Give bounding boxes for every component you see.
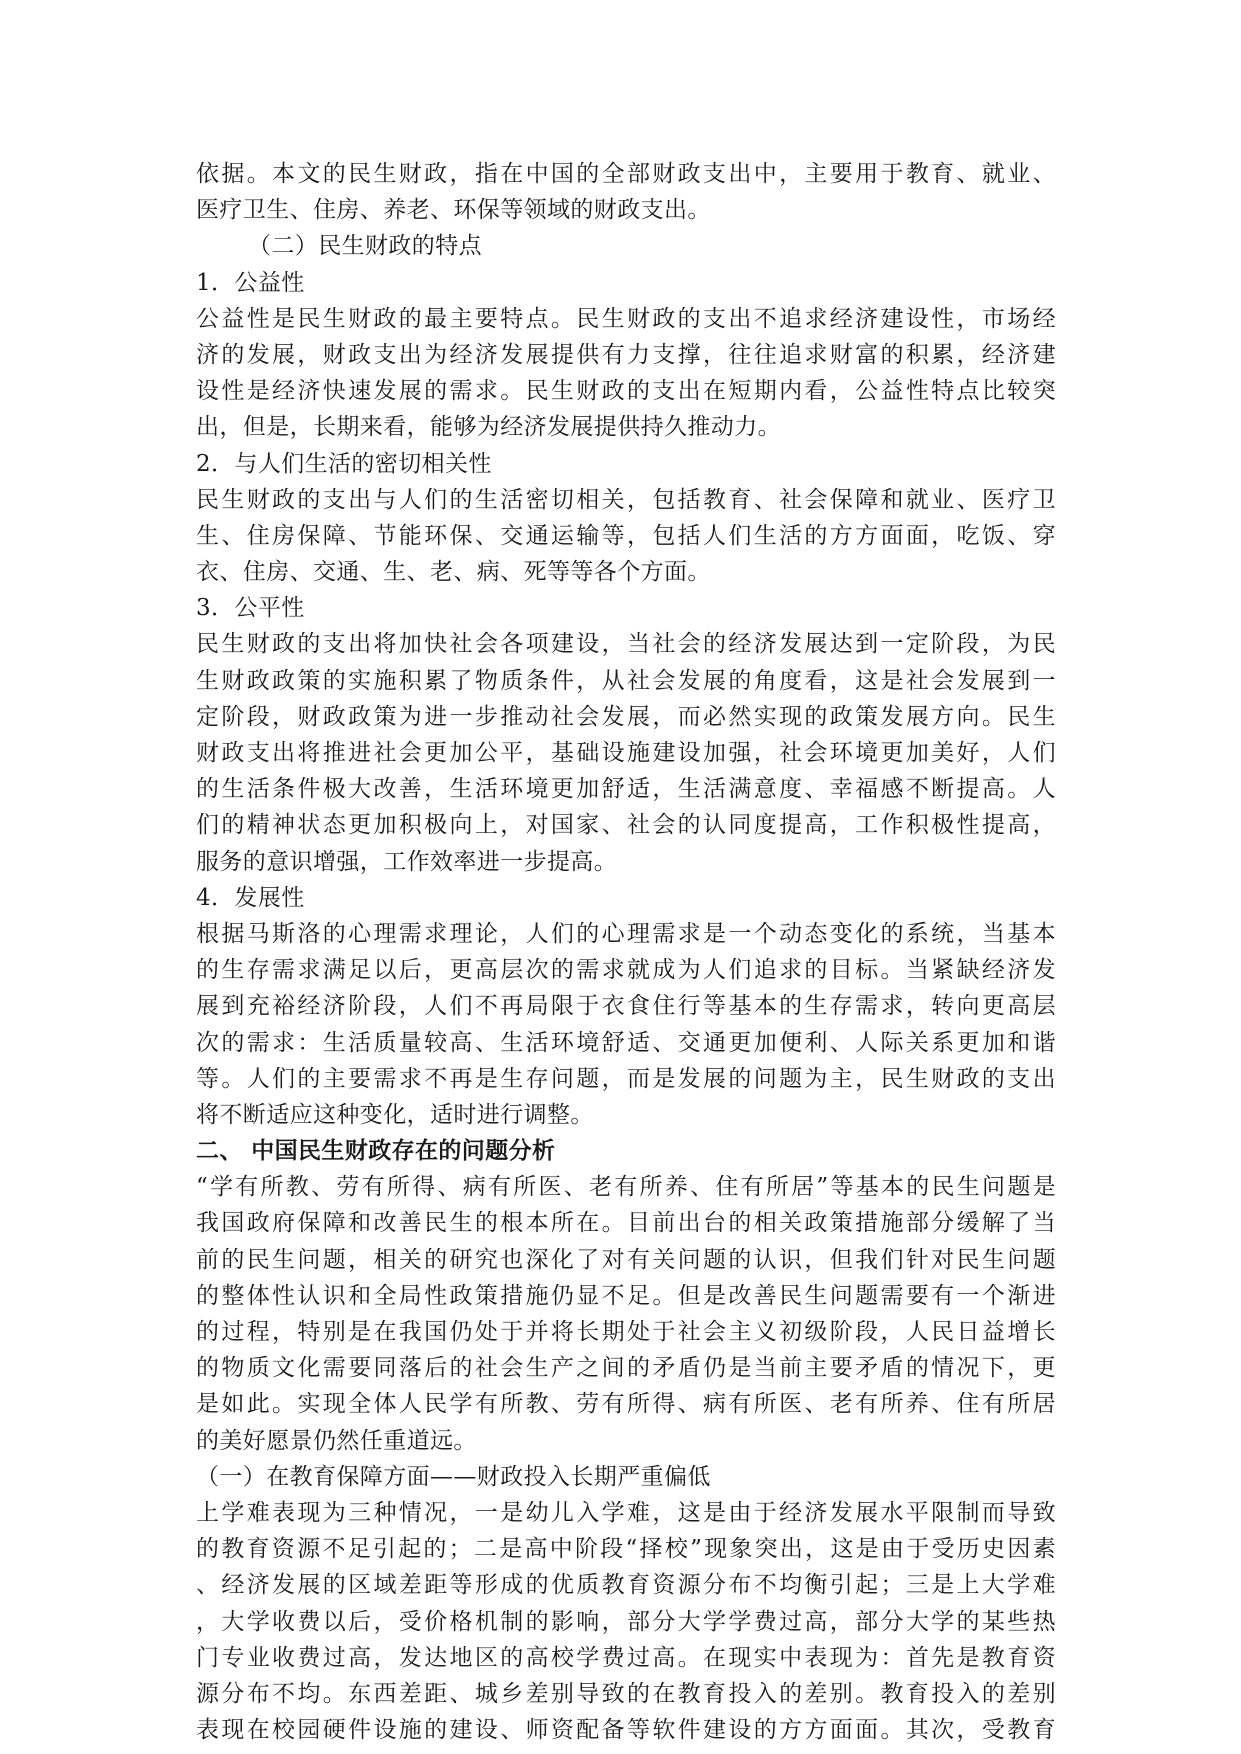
text-line: 财政支出将推进社会更加公平，基础设施建设加强，社会环境更加美好，人们 [196,740,1056,766]
text-line: 4．发展性 [196,884,305,911]
text-line: 将不断适应这种变化，适时进行调整。 [196,1101,594,1128]
text-line: 的整体性认识和全局性政策措施仍显不足。但是改善民生问题需要有一个渐进 [196,1282,1056,1309]
text-line: 的物质文化需要同落后的社会生产之间的矛盾仍是当前主要矛盾的情况下，更 [196,1355,1056,1382]
text-line: 公益性是民生财政的最主要特点。民生财政的支出不追求经济建设性，市场经 [196,305,1056,332]
text-line: 依据。本文的民生财政，指在中国的全部财政支出中，主要用于教育、就业、 [196,161,1056,187]
text-line: 们的精神状态更加积极向上，对国家、社会的认同度提高，工作积极性提高， [196,812,1056,839]
text-line: 我国政府保障和改善民生的根本所在。目前出台的相关政策措施部分缓解了当 [196,1210,1056,1237]
text-line: 医疗卫生、住房、养老、环保等领域的财政支出。 [196,197,711,224]
text-line: 的过程，特别是在我国仍处于并将长期处于社会主义初级阶段，人民日益增长 [196,1319,1056,1345]
text-line: 表现在校园硬件设施的建设、师资配备等软件建设的方方面面。其次，受教育 [196,1717,1056,1744]
text-line: 前的民生问题，相关的研究也深化了对有关问题的认识，但我们针对民生问题 [196,1246,1056,1273]
text-line: 的生活条件极大改善，生活环境更加舒适，生活满意度、幸福感不断提高。人 [196,776,1056,803]
text-line: “学有所教、劳有所得、病有所医、老有所养、住有所居”等基本的民生问题是 [196,1174,1056,1201]
text-line: 服务的意识增强，工作效率进一步提高。 [196,848,618,875]
text-line: 上学难表现为三种情况，一是幼儿入学难，这是由于经济发展水平限制而导致 [196,1499,1056,1526]
text-line: 生财政政策的实施积累了物质条件，从社会发展的角度看，这是社会发展到一 [196,667,1056,694]
text-line: 衣、住房、交通、生、老、病、死等等各个方面。 [196,559,711,586]
text-line: 生、住房保障、节能环保、交通运输等，包括人们生活的方方面面，吃饭、穿 [196,522,1056,549]
text-line: 2．与人们生活的密切相关性 [196,450,492,477]
text-line: 民生财政的支出将加快社会各项建设，当社会的经济发展达到一定阶段，为民 [196,631,1056,658]
text-line: 等。人们的主要需求不再是生存问题，而是发展的问题为主，民生财政的支出 [196,1065,1056,1092]
text-line: ，大学收费以后，受价格机制的影响，部分大学学费过高，部分大学的某些热 [196,1608,1056,1635]
text-line: 的教育资源不足引起的；二是高中阶段“择校”现象突出，这是由于受历史因素 [196,1536,1056,1563]
document-page [196,156,1056,1748]
text-line: 展到充裕经济阶段，人们不再局限于衣食住行等基本的生存需求，转向更高层 [196,993,1056,1020]
text-line: 的生存需求满足以后，更高层次的需求就成为人们追求的目标。当紧缺经济发 [196,957,1056,984]
text-line: 民生财政的支出与人们的生活密切相关，包括教育、社会保障和就业、医疗卫 [196,486,1056,513]
text-line: 济的发展，财政支出为经济发展提供有力支撑，往往追求财富的积累，经济建 [196,341,1056,368]
text-line: 3．公平性 [196,595,305,622]
text-line: 根据马斯洛的心理需求理论，人们的心理需求是一个动态变化的系统，当基本 [196,920,1056,947]
text-line: 出，但是，长期来看，能够为经济发展提供持久推动力。 [196,414,781,441]
text-line: （二）民生财政的特点 [248,233,482,260]
text-line: 、经济发展的区域差距等形成的优质教育资源分布不均衡引起；三是上大学难 [196,1572,1056,1599]
text-line: 源分布不均。东西差距、城乡差别导致的在教育投入的差别。教育投入的差别 [196,1680,1056,1707]
section-heading: 二、 中国民生财政存在的问题分析 [196,1137,556,1165]
text-line: 门专业收费过高，发达地区的高校学费过高。在现实中表现为：首先是教育资 [196,1644,1056,1671]
text-line: 设性是经济快速发展的需求。民生财政的支出在短期内看，公益性特点比较突 [196,378,1056,405]
text-line: 1．公益性 [196,269,305,296]
text-line: 次的需求：生活质量较高、生活环境舒适、交通更加便利、人际关系更加和谐 [196,1029,1056,1056]
text-line: 是如此。实现全体人民学有所教、劳有所得、病有所医、老有所养、住有所居 [196,1391,1056,1418]
text-line: （一）在教育保障方面——财政投入长期严重偏低 [196,1463,711,1490]
text-line: 的美好愿景仍然任重道远。 [196,1427,477,1454]
text-line: 定阶段，财政政策为进一步推动社会发展，而必然实现的政策发展方向。民生 [196,703,1056,730]
